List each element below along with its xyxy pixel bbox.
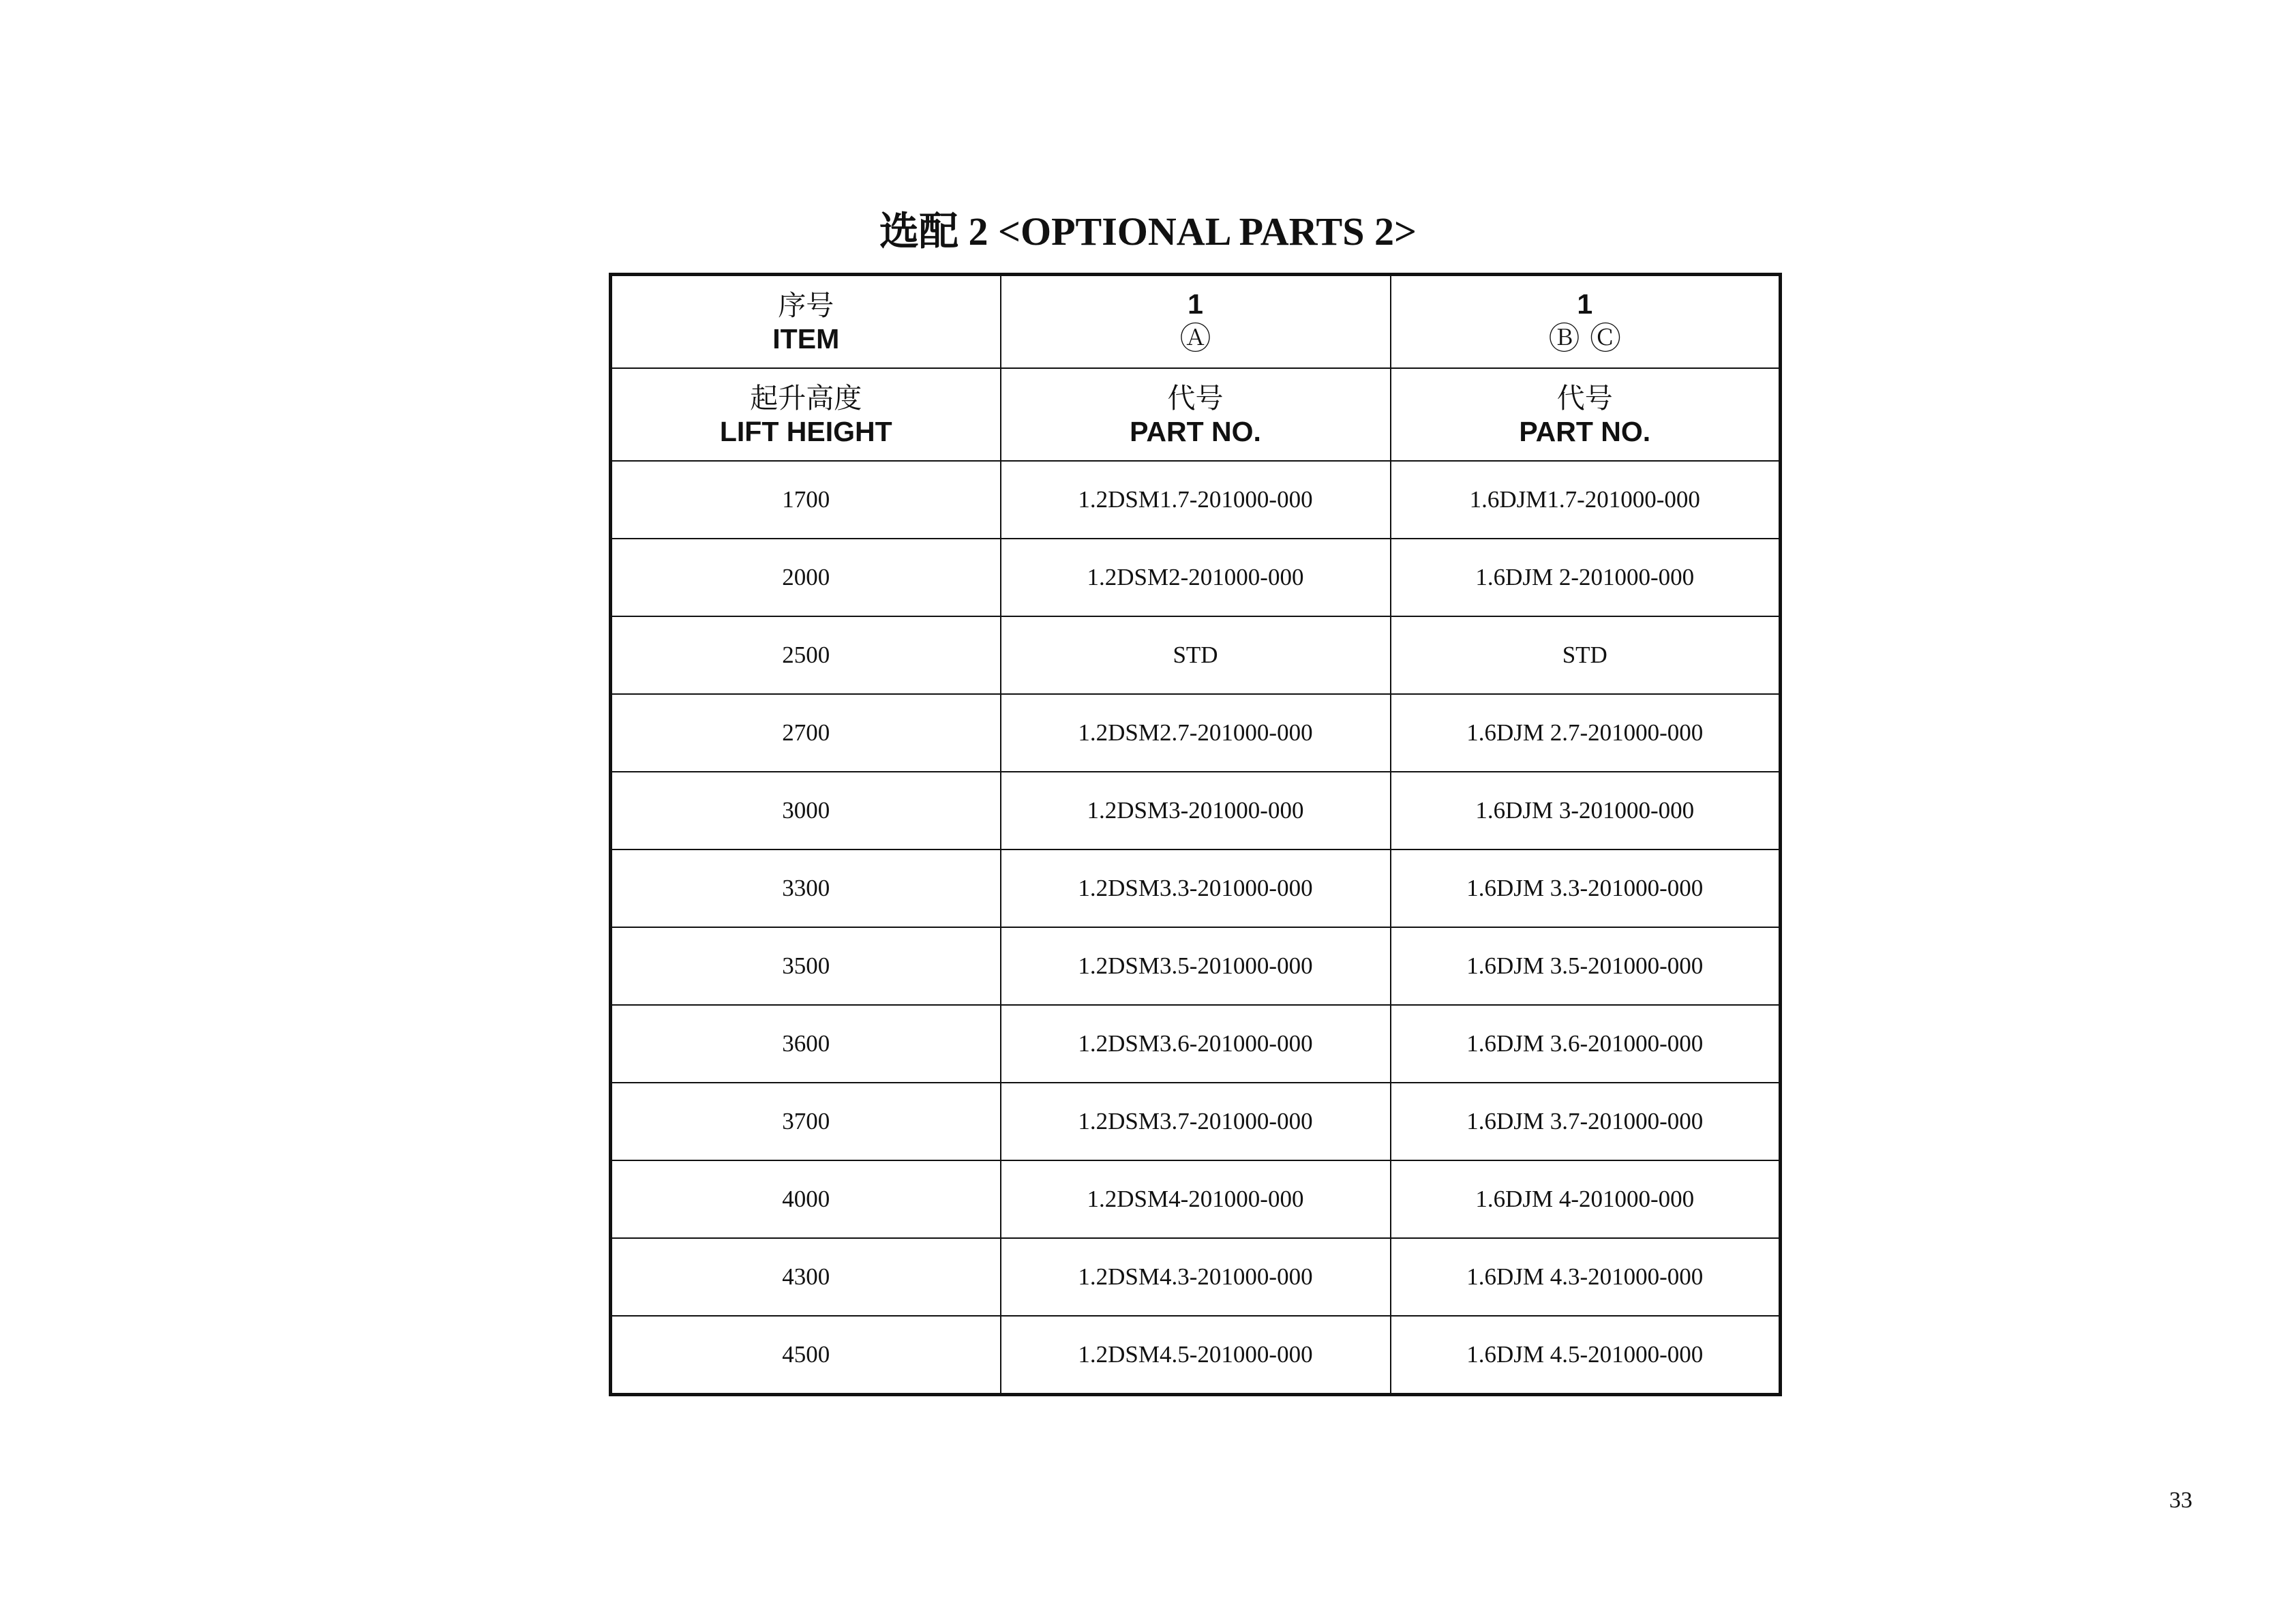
part-no-a-cell: 1.2DSM4-201000-000 — [1001, 1160, 1391, 1238]
table-row — [611, 694, 1781, 772]
part-no-bc-cell: 1.6DJM 3.3-201000-000 — [1391, 849, 1781, 927]
table-row — [611, 927, 1781, 1005]
part-no-a-cell: 1.2DSM4.5-201000-000 — [1001, 1316, 1391, 1395]
lift-height-cell: 3500 — [611, 927, 1001, 1005]
table-row — [611, 1083, 1781, 1160]
lift-height-cell: 4500 — [611, 1316, 1001, 1395]
part-no-a-cell: 1.2DSM3.7-201000-000 — [1001, 1083, 1391, 1160]
table-row — [611, 1005, 1781, 1083]
header-cell-part-no-a — [1001, 368, 1391, 461]
header-row-columns — [611, 368, 1781, 461]
table-row — [611, 539, 1781, 616]
table-row — [611, 1238, 1781, 1316]
header-cell-item — [611, 275, 1001, 369]
part-no-bc-cell: 1.6DJM 4-201000-000 — [1391, 1160, 1781, 1238]
lift-height-cell: 2700 — [611, 694, 1001, 772]
header-cell-lift-height — [611, 368, 1001, 461]
part-no-bc-cell: 1.6DJM1.7-201000-000 — [1391, 461, 1781, 539]
table-row — [611, 461, 1781, 539]
header-item-cn: 序号 — [778, 289, 834, 322]
lift-height-cell: 2000 — [611, 539, 1001, 616]
lift-height-cell: 4000 — [611, 1160, 1001, 1238]
header-item-bc-number: 1 — [1577, 288, 1593, 320]
part-no-bc-cell: 1.6DJM 4.5-201000-000 — [1391, 1316, 1781, 1395]
page-number: 33 — [2169, 1488, 2192, 1513]
lift-height-cell: 3600 — [611, 1005, 1001, 1083]
part-no-bc-cell: 1.6DJM 2.7-201000-000 — [1391, 694, 1781, 772]
header-cell-item-bc — [1391, 275, 1781, 369]
part-no-bc-cell: 1.6DJM 3-201000-000 — [1391, 772, 1781, 849]
header-cell-part-no-bc — [1391, 368, 1781, 461]
part-no-a-cell: 1.2DSM3-201000-000 — [1001, 772, 1391, 849]
lift-height-cell: 3700 — [611, 1083, 1001, 1160]
page-title: 选配 2 <OPTIONAL PARTS 2> — [879, 209, 1417, 254]
header-item-a-number: 1 — [1188, 288, 1203, 320]
part-no-bc-cell: 1.6DJM 2-201000-000 — [1391, 539, 1781, 616]
header-row-item — [611, 275, 1781, 369]
header-part-no-a-en: PART NO. — [1130, 416, 1261, 447]
part-no-bc-cell: STD — [1391, 616, 1781, 694]
lift-height-cell: 3000 — [611, 772, 1001, 849]
header-lift-height-en: LIFT HEIGHT — [719, 416, 892, 447]
table-row — [611, 849, 1781, 927]
table-row — [611, 1160, 1781, 1238]
optional-parts-table — [609, 273, 1782, 1396]
lift-height-cell: 4300 — [611, 1238, 1001, 1316]
part-no-a-cell: STD — [1001, 616, 1391, 694]
header-part-no-a-cn: 代号 — [1167, 382, 1224, 415]
part-no-bc-cell: 1.6DJM 4.3-201000-000 — [1391, 1238, 1781, 1316]
part-no-a-cell: 1.2DSM2.7-201000-000 — [1001, 694, 1391, 772]
part-no-a-cell: 1.2DSM3.3-201000-000 — [1001, 849, 1391, 927]
lift-height-cell: 1700 — [611, 461, 1001, 539]
lift-height-cell: 2500 — [611, 616, 1001, 694]
header-item-en: ITEM — [772, 323, 840, 355]
part-no-bc-cell: 1.6DJM 3.7-201000-000 — [1391, 1083, 1781, 1160]
part-no-a-cell: 1.2DSM2-201000-000 — [1001, 539, 1391, 616]
part-no-a-cell: 1.2DSM3.6-201000-000 — [1001, 1005, 1391, 1083]
header-item-bc-mark: Ⓑ Ⓒ — [1548, 320, 1622, 357]
part-no-bc-cell: 1.6DJM 3.5-201000-000 — [1391, 927, 1781, 1005]
header-part-no-bc-cn: 代号 — [1556, 382, 1613, 415]
table-row — [611, 616, 1781, 694]
header-lift-height-cn: 起升高度 — [750, 382, 862, 415]
part-no-a-cell: 1.2DSM1.7-201000-000 — [1001, 461, 1391, 539]
table-row — [611, 772, 1781, 849]
part-no-a-cell: 1.2DSM3.5-201000-000 — [1001, 927, 1391, 1005]
header-item-a-mark: Ⓐ — [1179, 320, 1211, 357]
header-cell-item-a — [1001, 275, 1391, 369]
table-row — [611, 1316, 1781, 1395]
part-no-a-cell: 1.2DSM4.3-201000-000 — [1001, 1238, 1391, 1316]
part-no-bc-cell: 1.6DJM 3.6-201000-000 — [1391, 1005, 1781, 1083]
lift-height-cell: 3300 — [611, 849, 1001, 927]
header-part-no-bc-en: PART NO. — [1519, 416, 1651, 447]
